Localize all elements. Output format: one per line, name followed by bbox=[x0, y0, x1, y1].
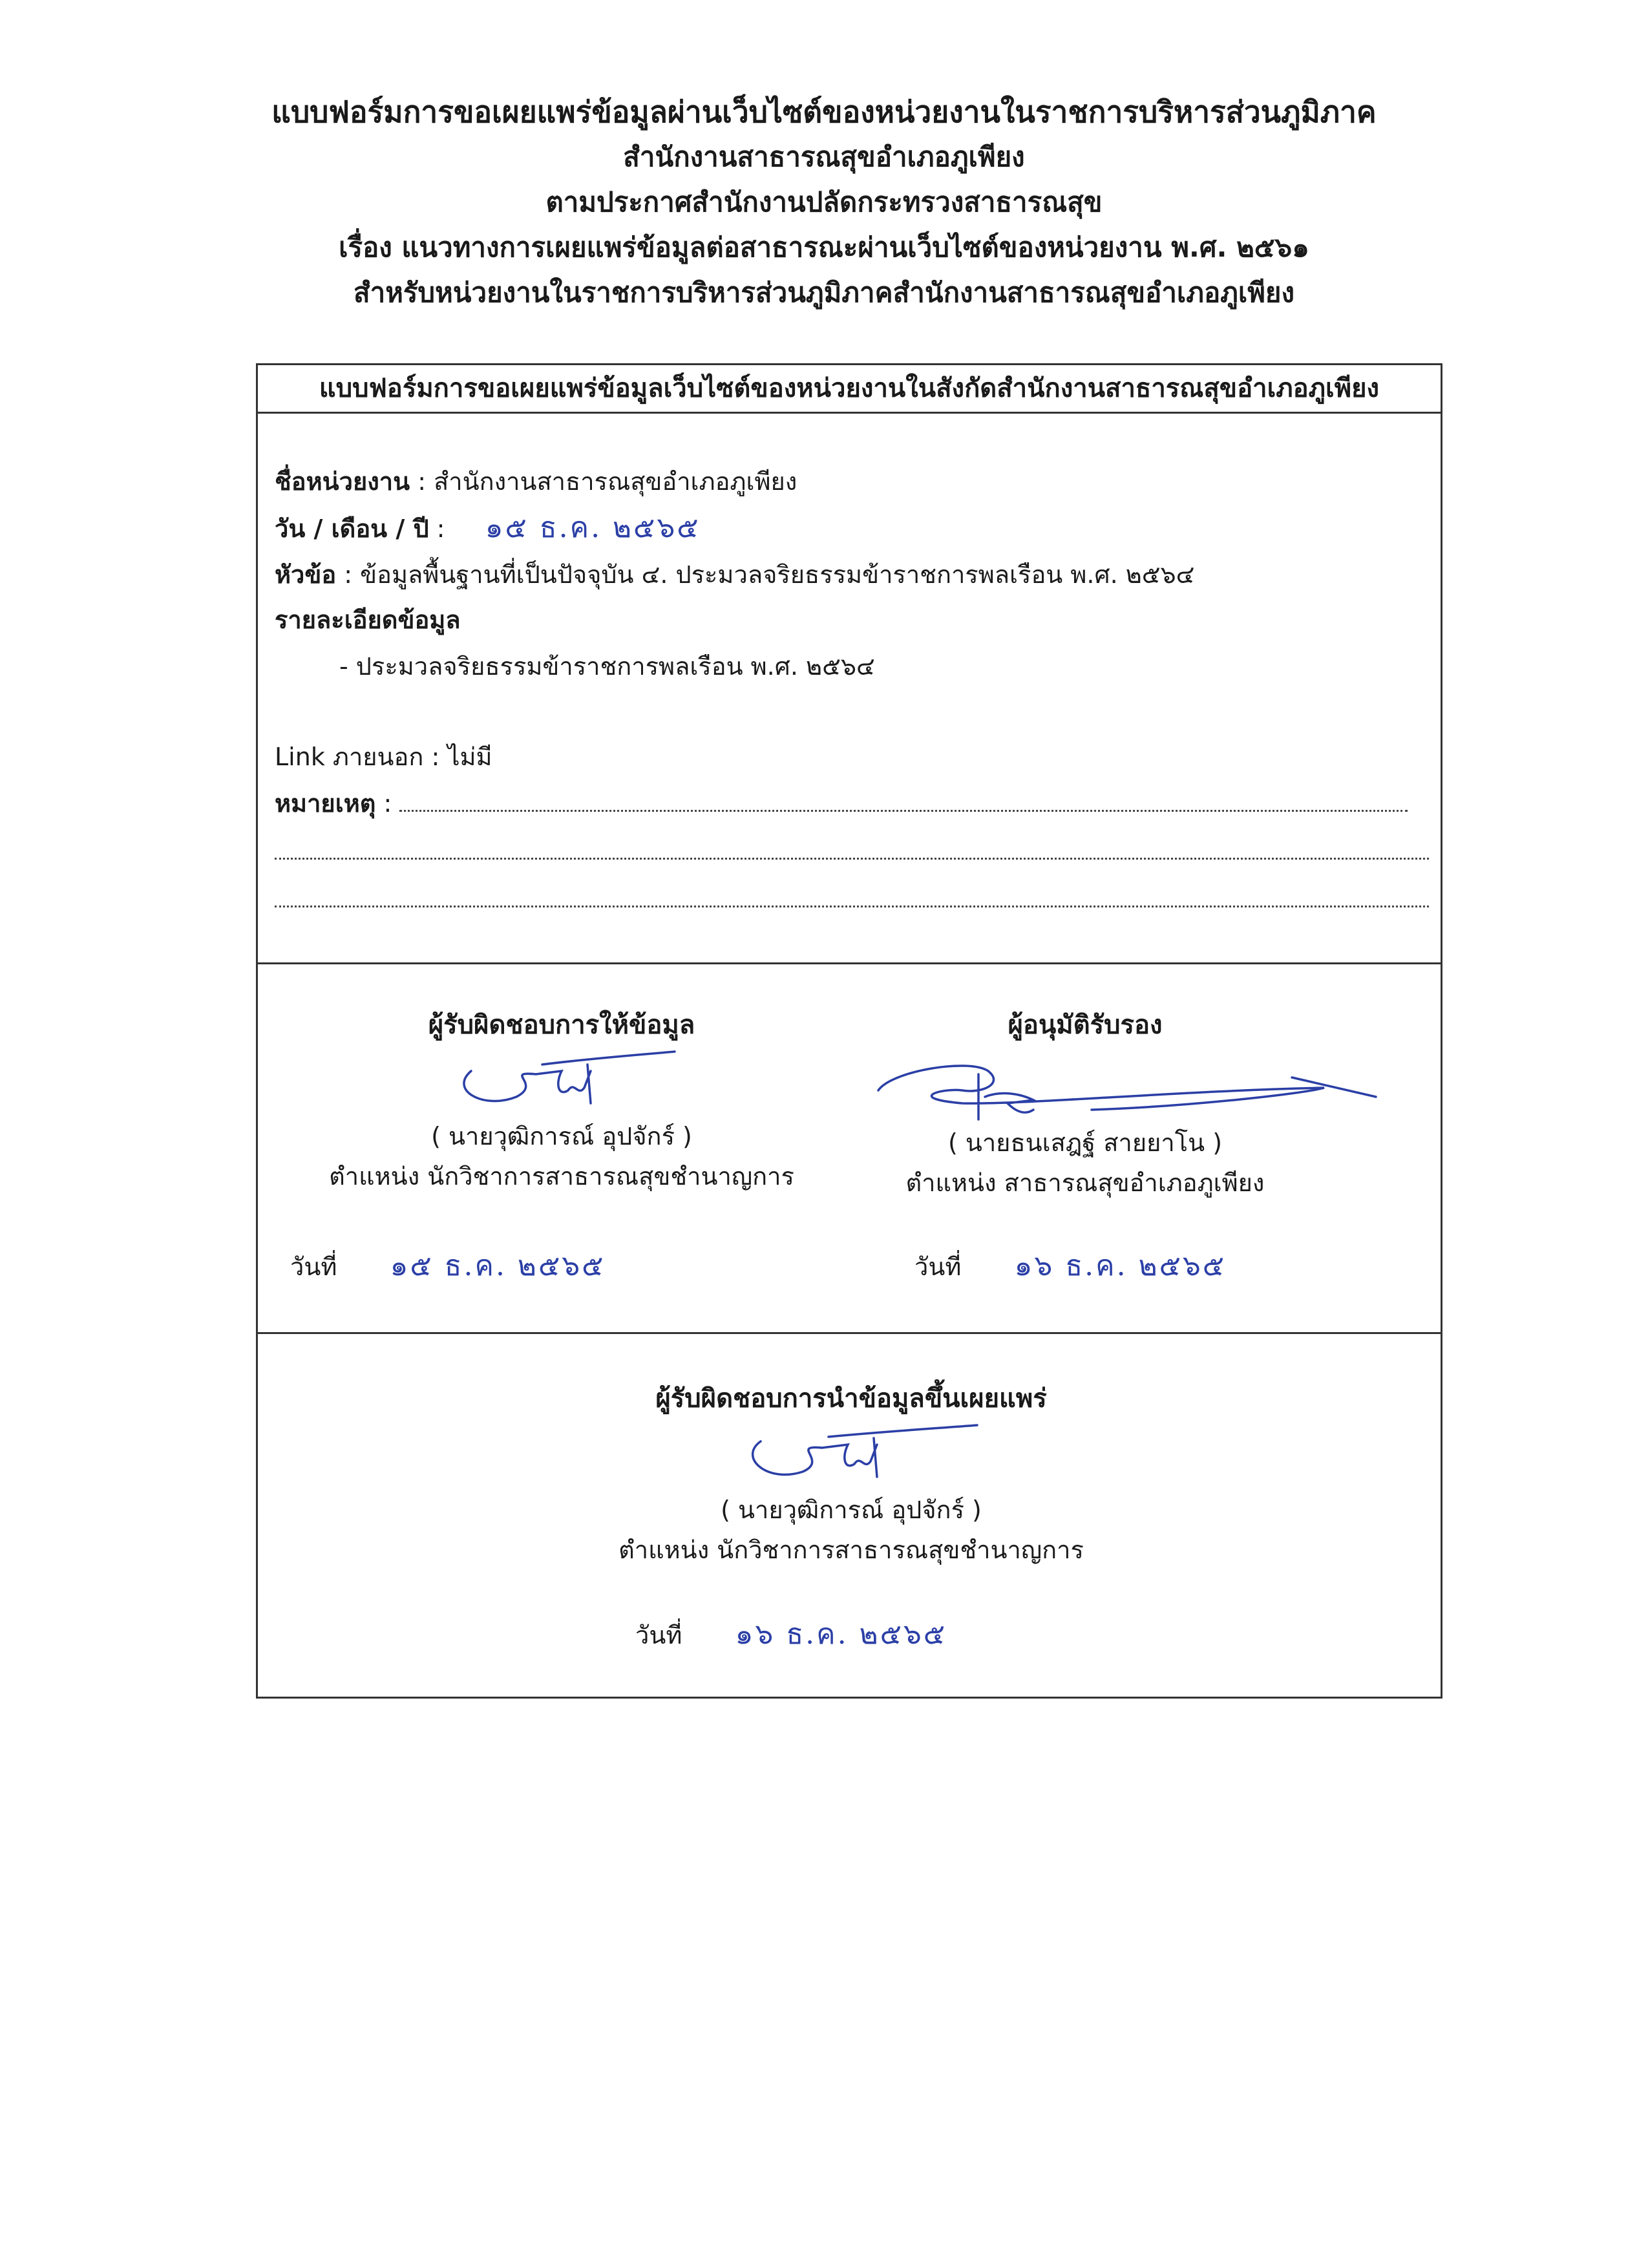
approver-date-label: วันที่ bbox=[914, 1253, 962, 1281]
date-value: ๑๕ ธ.ค. ๒๕๖๕ bbox=[485, 511, 701, 544]
date-separator: : bbox=[436, 514, 445, 543]
publisher-name: ( นายวุฒิการณ์ อุปจักร์ ) bbox=[721, 1496, 982, 1524]
date-label: วัน / เดือน / ปี bbox=[275, 514, 429, 543]
responsible-heading: ผู้รับผิดชอบการให้ข้อมูล bbox=[428, 1010, 695, 1040]
approver-signature bbox=[865, 1045, 1395, 1123]
topic-row bbox=[275, 555, 1194, 594]
header-line-4: เรื่อง แนวทางการเผยแพร่ข้อมูลต่อสาธารณะผ่านเว็บไซต์ของหน่วยงาน พ.ศ. ๒๕๖๑ bbox=[339, 231, 1309, 263]
request-form bbox=[256, 363, 1442, 1699]
responsible-date-value: ๑๕ ธ.ค. ๒๕๖๕ bbox=[390, 1249, 606, 1282]
note-dotted-line-2 bbox=[275, 858, 1429, 860]
approver-date-value: ๑๖ ธ.ค. ๒๕๖๕ bbox=[1014, 1249, 1227, 1282]
agency-label: ชื่อหน่วยงาน bbox=[275, 467, 410, 496]
approver-name: ( นายธนเสฎฐ์ สายยาโน ) bbox=[947, 1129, 1223, 1157]
header-line-3: ตามประกาศสำนักงานปลัดกระทรวงสาธารณสุข bbox=[545, 186, 1103, 218]
section-divider-1 bbox=[258, 962, 1441, 964]
header-line-5: สำหรับหน่วยงานในราชการบริหารส่วนภูมิภาคสำนักงานสาธารณสุขอำเภอภูเพียง bbox=[353, 277, 1295, 308]
publisher-date-row bbox=[635, 1611, 947, 1657]
publisher-position: ตำแหน่ง นักวิชาการสาธารณสุขชำนาญการ bbox=[618, 1536, 1084, 1564]
publisher-date-label: วันที่ bbox=[635, 1621, 682, 1649]
agency-row bbox=[275, 462, 797, 501]
note-separator: : bbox=[383, 789, 392, 818]
approver-position: ตำแหน่ง สาธารณสุขอำเภอภูเพียง bbox=[905, 1169, 1265, 1197]
form-title: แบบฟอร์มการขอเผยแพร่ข้อมูลเว็บไซต์ของหน่วยงานในสังกัดสำนักงานสาธารณสุขอำเภอภูเพียง bbox=[258, 365, 1441, 414]
link-row bbox=[275, 737, 492, 776]
responsible-name: ( นายวุฒิการณ์ อุปจักร์ ) bbox=[431, 1122, 692, 1150]
note-row bbox=[275, 784, 1408, 823]
approver-date-row bbox=[914, 1243, 1226, 1288]
note-dotted-line-3 bbox=[275, 906, 1429, 907]
link-label: Link ภายนอก bbox=[275, 743, 424, 771]
approver-heading: ผู้อนุมัติรับรอง bbox=[1008, 1010, 1163, 1040]
publisher-signature bbox=[722, 1419, 980, 1490]
section-divider-2 bbox=[258, 1332, 1441, 1334]
responsible-date-label: วันที่ bbox=[290, 1253, 337, 1281]
approver-signature-block bbox=[840, 1005, 1421, 1203]
publisher-heading: ผู้รับผิดชอบการนำข้อมูลขึ้นเผยแพร่ bbox=[655, 1384, 1047, 1414]
agency-value: : สำนักงานสาธารณสุขอำเภอภูเพียง bbox=[417, 467, 798, 496]
topic-label: หัวข้อ bbox=[275, 560, 337, 589]
date-row bbox=[275, 509, 701, 548]
link-value: : ไม่มี bbox=[431, 743, 492, 771]
responsible-position: ตำแหน่ง นักวิชาการสาธารณสุขชำนาญการ bbox=[329, 1162, 794, 1191]
document-header bbox=[0, 89, 1648, 315]
responsible-signature-block bbox=[297, 1005, 827, 1196]
detail-label-text: รายละเอียดข้อมูล bbox=[275, 606, 461, 634]
note-dotted-line-1 bbox=[399, 803, 1408, 812]
detail-item: - ประมวลจริยธรรมข้าราชการพลเรือน พ.ศ. ๒๕๖๔ bbox=[339, 652, 875, 681]
detail-label bbox=[275, 600, 461, 639]
responsible-signature bbox=[445, 1045, 678, 1116]
publisher-signature-block bbox=[516, 1379, 1186, 1570]
header-line-2: สำนักงานสาธารณสุขอำเภอภูเพียง bbox=[623, 141, 1025, 173]
header-line-1: แบบฟอร์มการขอเผยแพร่ข้อมูลผ่านเว็บไซต์ของหน่วยงานในราชการบริหารส่วนภูมิภาค bbox=[271, 94, 1377, 129]
topic-value: : ข้อมูลพื้นฐานที่เป็นปัจจุบัน ๔. ประมวลจริยธรรมข้าราชการพลเรือน พ.ศ. ๒๕๖๔ bbox=[344, 560, 1195, 589]
note-label: หมายเหตุ bbox=[275, 789, 376, 818]
publisher-date-value: ๑๖ ธ.ค. ๒๕๖๕ bbox=[735, 1618, 947, 1651]
responsible-date-row bbox=[290, 1243, 605, 1288]
